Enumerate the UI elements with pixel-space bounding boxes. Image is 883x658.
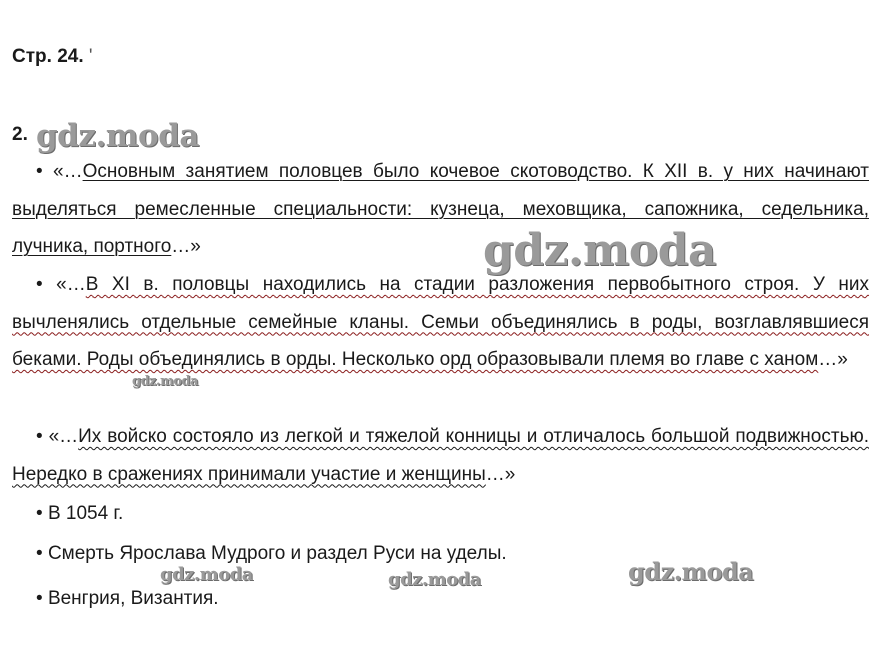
watermark-logo: gdz.moda	[132, 374, 199, 389]
answer-3	[36, 588, 219, 610]
quote-1	[12, 153, 869, 266]
quote-1-open: «…	[53, 161, 83, 182]
quote-1-text: Основным занятием половцев было кочевое скотоводство. К XII в. у них начинают выделяться ремесленные специальности: кузнеца, меховщика, сапожника, седельника, лучника, портного	[12, 161, 869, 257]
watermark-logo: gdz.moda	[483, 225, 717, 276]
answer-2-text: Смерть Ярослава Мудрого и раздел Руси на уделы.	[47, 543, 507, 564]
heading-mark: '	[88, 46, 93, 67]
bullet: •	[36, 503, 43, 524]
quote-3-close: …»	[485, 463, 516, 485]
bullet: •	[36, 274, 43, 295]
task-number: 2.	[12, 124, 28, 145]
quote-2-text: В XI в. половцы находились на стадии разложения первобытного строя. У них вычленялись отдельные семейные кланы. Семьи объединялись в роды, возглавлявшиеся беками. Роды объединялись в орды. Несколько орд образовывали племя во главе с ханом	[12, 274, 870, 370]
answer-2	[36, 543, 507, 565]
watermark-logo: gdz.moda	[160, 564, 253, 585]
quote-3	[12, 418, 869, 493]
quote-1-close: …»	[171, 236, 201, 257]
quote-2-close: …»	[818, 349, 848, 370]
bullet: •	[36, 588, 43, 609]
answer-1-text: В 1054 г.	[47, 503, 124, 524]
watermark-logo: gdz.moda	[36, 118, 199, 154]
bullet: •	[36, 543, 43, 564]
bullet: •	[36, 161, 43, 182]
watermark-logo: gdz.moda	[628, 557, 754, 586]
quote-2-open: «…	[56, 274, 86, 295]
quote-2	[12, 266, 869, 379]
quote-3-text: Их войско состояло из легкой и тяжелой конницы и отличалось большой подвижностью. Нередко в сражениях принимали участие и женщины	[12, 426, 869, 485]
answer-3-text: Венгрия, Византия.	[47, 588, 219, 609]
watermark-logo: gdz.moda	[388, 569, 481, 590]
answer-1	[36, 503, 123, 525]
page-number: Стр. 24.	[12, 46, 84, 67]
bullet: •	[36, 426, 43, 447]
page-heading	[12, 46, 93, 68]
quote-3-open: «…	[48, 426, 79, 447]
